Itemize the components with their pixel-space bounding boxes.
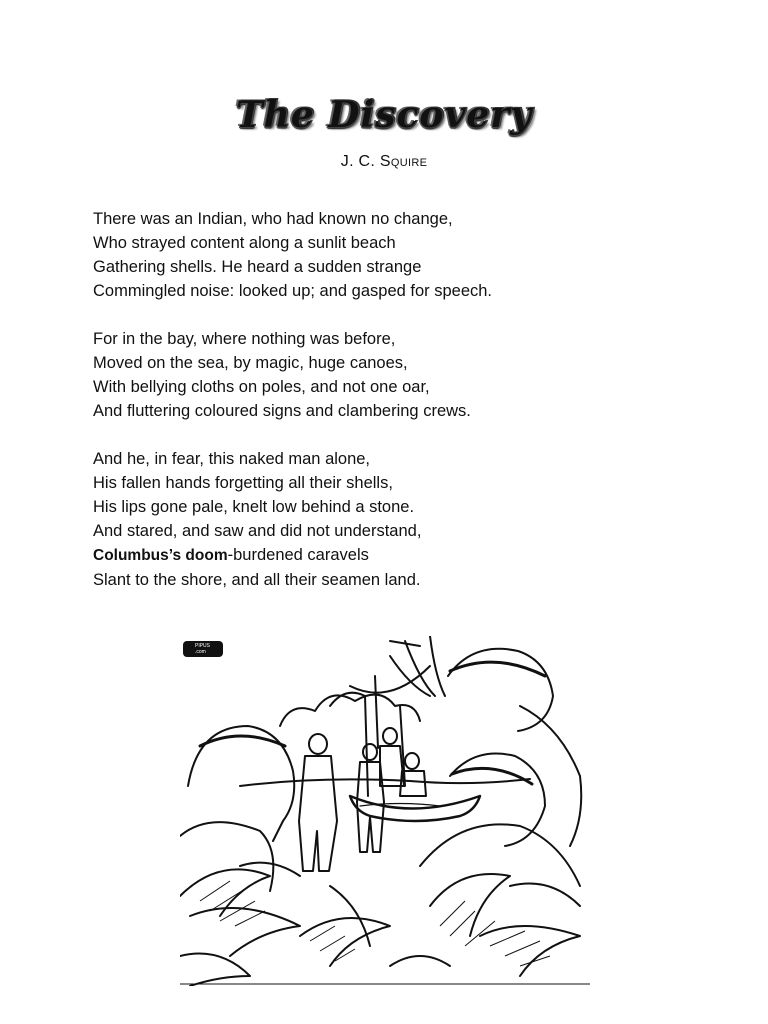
poem-line: With bellying cloths on poles, and not one oar, <box>93 378 430 396</box>
poem-author: J. C. Squire <box>340 153 428 170</box>
poem-line: For in the bay, where nothing was before, <box>93 330 396 348</box>
poem-line: Slant to the shore, and all their seamen land. <box>93 571 421 589</box>
site-logo-badge <box>183 641 223 657</box>
stanza-2 <box>93 327 693 423</box>
poem-line: Commingled noise: looked up; and gasped for speech. <box>93 282 493 300</box>
poem-line: Who strayed content along a sunlit beach <box>93 234 396 252</box>
poem-line: And stared, and saw and did not understand, <box>93 522 422 540</box>
logo-line-1: PIPUS <box>195 643 211 649</box>
poem-line: His fallen hands forgetting all their shells, <box>93 474 393 492</box>
poem-line: There was an Indian, who had known no change, <box>93 210 453 228</box>
poem-title: The Discovery <box>235 94 533 136</box>
poem-line: And he, in fear, this naked man alone, <box>93 450 371 468</box>
stanza-1 <box>93 207 693 303</box>
poem-body <box>93 207 693 616</box>
poem-line: And fluttering coloured signs and clambering crews. <box>93 402 471 420</box>
bold-phrase: Columbus’s doom <box>93 547 228 564</box>
poem-line: Moved on the sea, by magic, huge canoes, <box>93 354 408 372</box>
illustration-svg <box>180 636 590 986</box>
poem-line: Gathering shells. He heard a sudden strange <box>93 258 422 276</box>
columbus-arrival-illustration <box>180 636 590 986</box>
poem-line: His lips gone pale, knelt low behind a stone. <box>93 498 415 516</box>
logo-line-2: .com <box>195 649 206 655</box>
line-rest: -burdened caravels <box>227 546 369 564</box>
stanza-3 <box>93 447 693 592</box>
poem-line-bold <box>93 543 693 568</box>
